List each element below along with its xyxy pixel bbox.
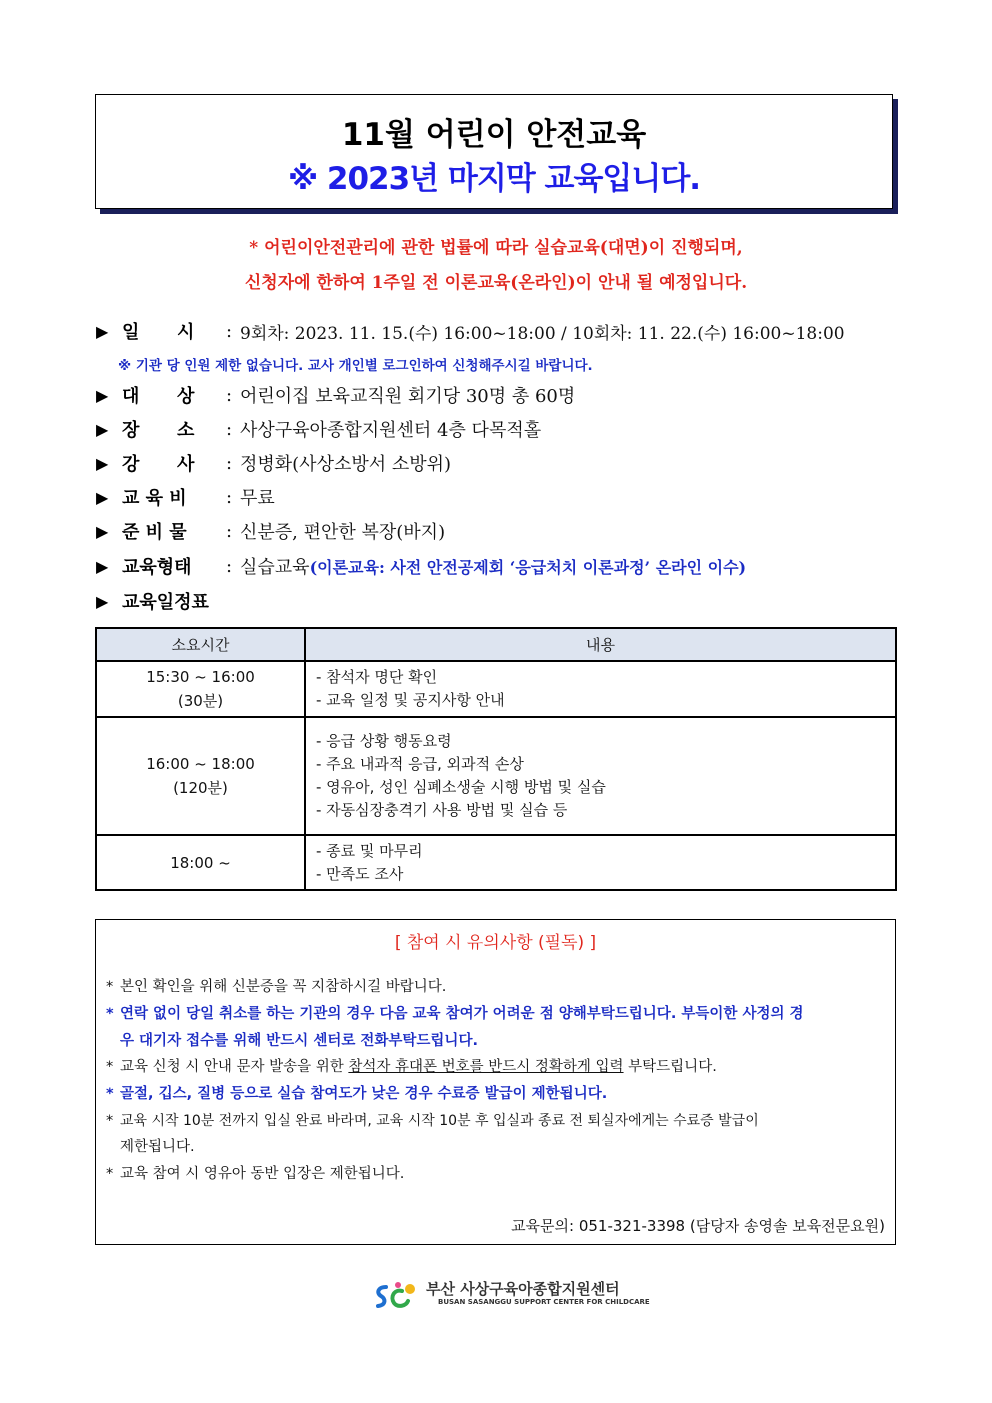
info-type-value-note: (이론교육: 사전 안전공제회 ‘응급처치 이론과정’ 온라인 이수) [309, 557, 747, 577]
list-item: - 영유아, 성인 심폐소생술 시행 방법 및 실습 [316, 778, 606, 796]
header-duration: 소요시간 [96, 628, 305, 661]
info-type-value: 실습교육 [240, 557, 310, 578]
time-duration: (120분) [173, 779, 228, 797]
caution-item-cont: 우 대기자 접수를 위해 반드시 센터로 전화부탁드립니다. [120, 1033, 478, 1049]
org-name: 부산 사상구육아종합지원센터 [426, 1280, 620, 1298]
caution-item [106, 974, 885, 1000]
center-logo-icon [372, 1279, 418, 1313]
info-date-row [96, 317, 845, 345]
colon: : [226, 486, 233, 508]
info-lecturer-row [96, 449, 451, 477]
info-fee-value: 무료 [240, 488, 275, 509]
time-range: 18:00 ~ [170, 853, 231, 872]
info-target-row [96, 381, 575, 409]
info-date-label: 일 시 [122, 322, 195, 343]
caution-item [106, 1108, 885, 1134]
caution-item-text: 본인 확인을 위해 신분증을 꼭 지참하시길 바랍니다. [120, 979, 447, 995]
caution-item [106, 1081, 885, 1107]
caution-item-cont: 제한됩니다. [120, 1139, 195, 1155]
info-schedule-label: 교육일정표 [122, 592, 209, 613]
caution-item-text: 부탁드립니다. [623, 1059, 717, 1075]
time-duration: (30분) [177, 692, 224, 710]
info-target-value: 어린이집 보육교직원 회기당 30명 총 60명 [240, 386, 576, 407]
caution-item-text: 연락 없이 당일 취소를 하는 기관의 경우 다음 교육 참여가 어려운 점 양해부탁드립니다. 부득이한 사정의 경 [120, 1006, 804, 1022]
info-date-note: ※ 기관 당 인원 제한 없습니다. 교사 개인별 로그인하여 신청해주시길 바랍니다. [118, 358, 593, 374]
colon: : [226, 320, 233, 342]
bullet-star: * [106, 1086, 114, 1102]
caution-item-text: 교육 신청 시 안내 문자 발송을 위한 [120, 1059, 349, 1075]
list-item: - 자동심장충격기 사용 방법 및 실습 등 [316, 801, 568, 819]
colon: : [226, 384, 233, 406]
colon: : [226, 452, 233, 474]
content-cell [305, 661, 896, 717]
title-box [95, 94, 893, 209]
content-cell [305, 835, 896, 890]
info-fee-row [96, 483, 275, 511]
caution-item-text: 교육 시작 10분 전까지 입실 완료 바라며, 교육 시작 10분 후 입실과 종료 전 퇴실자에게는 수료증 발급이 [120, 1113, 759, 1129]
list-item: - 종료 및 마무리 [316, 841, 423, 860]
info-supplies-value: 신분증, 편안한 복장(바지) [240, 522, 446, 543]
colon: : [226, 520, 233, 542]
time-range: 15:30 ~ 16:00 [146, 668, 255, 686]
caution-item-text: 교육 참여 시 영유아 동반 입장은 제한됩니다. [120, 1166, 405, 1182]
content-cell [305, 717, 896, 835]
info-place-value: 사상구육아종합지원센터 4층 다목적홀 [240, 420, 542, 441]
arrow-icon: ▶ [96, 556, 109, 576]
page-subtitle: ※ 2023년 마지막 교육입니다. [287, 161, 701, 197]
info-type-row [96, 552, 746, 580]
arrow-icon: ▶ [96, 419, 109, 439]
caution-item-underline: 참석자 휴대폰 번호를 반드시 정확하게 입력 [348, 1059, 624, 1075]
bullet-star: * [106, 1113, 114, 1129]
bullet-star: * [106, 979, 114, 995]
caution-title: [ 참여 시 유의사항 (필독) ] [394, 933, 597, 953]
caution-item [106, 1161, 885, 1187]
footer-logo [372, 1275, 650, 1315]
info-place-label: 장 소 [122, 420, 195, 441]
info-schedule-row [96, 587, 226, 615]
contact-info: 교육문의: 051-321-3398 (담당자 송영솔 보육전문요원) [511, 1217, 885, 1235]
caution-item [106, 1054, 885, 1080]
info-lecturer-value: 정병화(사상소방서 소방위) [240, 454, 452, 475]
bullet-star: * [106, 1166, 114, 1182]
colon: : [226, 555, 233, 577]
list-item: - 응급 상황 행동요령 [316, 732, 452, 750]
info-date-value: 9회차: 2023. 11. 15.(수) 16:00~18:00 / 10회차: 11. 22.(수) 16:00~18:00 [240, 323, 845, 344]
caution-box [95, 919, 896, 1245]
arrow-icon: ▶ [96, 487, 109, 507]
info-place-row [96, 415, 541, 443]
table-row [96, 661, 896, 717]
list-item: - 참석자 명단 확인 [316, 668, 438, 686]
notice-line-2: 신청자에 한하여 1주일 전 이론교육(온라인)이 안내 될 예정입니다. [244, 273, 748, 293]
list-item: - 주요 내과적 응급, 외과적 손상 [316, 755, 524, 773]
notice-line-1: * 어린이안전관리에 관한 법률에 따라 실습교육(대면)이 진행되며, [249, 238, 743, 258]
caution-item [106, 1001, 885, 1027]
bullet-star: * [106, 1006, 114, 1022]
caution-item-text: 골절, 깁스, 질병 등으로 실습 참여도가 낮은 경우 수료증 발급이 제한됩니다. [120, 1086, 608, 1102]
header-content: 내용 [305, 628, 896, 661]
arrow-icon: ▶ [96, 591, 109, 611]
info-supplies-label: 준 비 물 [122, 522, 187, 543]
info-target-label: 대 상 [122, 386, 195, 407]
time-cell [96, 661, 305, 717]
info-supplies-row [96, 517, 445, 545]
time-cell [96, 835, 305, 890]
table-header-row [96, 628, 896, 661]
time-cell [96, 717, 305, 835]
list-item: - 만족도 조사 [316, 864, 404, 883]
table-row [96, 835, 896, 890]
arrow-icon: ▶ [96, 521, 109, 541]
arrow-icon: ▶ [96, 453, 109, 473]
page-title: 11월 어린이 안전교육 [341, 117, 647, 153]
schedule-table [95, 627, 897, 891]
time-range: 16:00 ~ 18:00 [146, 755, 255, 773]
org-name-en: BUSAN SASANGGU SUPPORT CENTER FOR CHILDCARE [438, 1298, 650, 1306]
info-type-label: 교육형태 [122, 557, 192, 578]
table-row [96, 717, 896, 835]
arrow-icon: ▶ [96, 321, 109, 341]
list-item: - 교육 일정 및 공지사항 안내 [316, 691, 505, 709]
arrow-icon: ▶ [96, 385, 109, 405]
colon: : [226, 418, 233, 440]
info-lecturer-label: 강 사 [122, 454, 195, 475]
bullet-star: * [106, 1059, 114, 1075]
info-fee-label: 교 육 비 [122, 488, 187, 509]
